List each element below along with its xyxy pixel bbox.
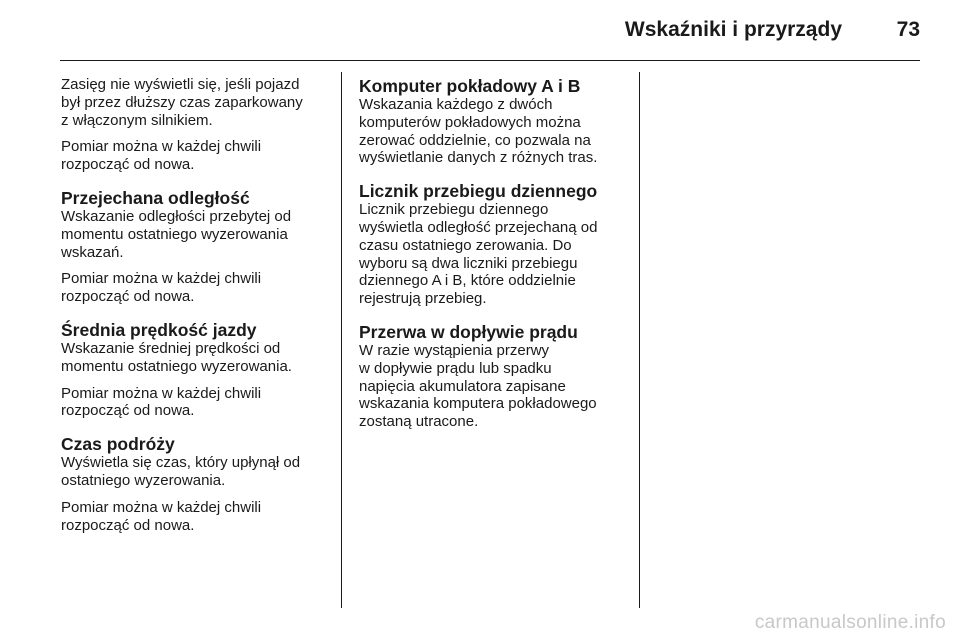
text-column-2 — [359, 76, 627, 440]
text-column-1 — [61, 76, 329, 543]
column-divider-right — [639, 72, 640, 608]
section-heading: Licznik przebiegu dziennego — [359, 181, 598, 202]
paragraph: Pomiar można w każdej chwili rozpocząć od nowa. — [61, 270, 262, 306]
paragraph: Licznik przebiegu dziennego wyświetla odległość przejechaną od czasu ostatniego zerowania. Do wyboru są dwa liczniki przebiegu dziennego A i B, które oddzielnie rejestrują przebieg. — [359, 201, 598, 308]
watermark: carmanualsonline.info — [754, 612, 946, 633]
page-number: 73 — [896, 18, 920, 41]
header-rule — [60, 60, 920, 61]
paragraph: Wskazanie średniej prędkości od momentu ostatniego wyzerowania. — [61, 339, 292, 375]
section-heading: Komputer pokładowy A i B — [359, 76, 581, 96]
paragraph: Wyświetla się czas, który upłynął od ostatniego wyzerowania. — [61, 454, 301, 489]
paragraph: Wskazanie odległości przebytej od momentu ostatniego wyzerowania wskazań. — [61, 207, 292, 261]
paragraph: Wskazania każdego z dwóch komputerów pokładowych można zerować oddzielnie, co pozwala na wyświetlanie danych z różnych tras. — [359, 96, 598, 167]
column-divider-left — [341, 72, 342, 608]
section-heading: Przerwa w dopływie prądu — [359, 321, 578, 342]
paragraph: W razie wystąpienia przerwy w dopływie prądu lub spadku napięcia akumulatora zapisane wskazania komputera pokładowego zostaną utracone. — [359, 341, 597, 431]
section-heading: Czas podróży — [61, 434, 175, 455]
paragraph: Zasięg nie wyświetli się, jeśli pojazd był przez dłuższy czas zaparkowany z włączonym silnikiem. — [61, 76, 303, 129]
section-heading: Przejechana odległość — [61, 187, 250, 208]
paragraph: Pomiar można w każdej chwili rozpocząć od nowa. — [61, 138, 262, 174]
paragraph: Pomiar można w każdej chwili rozpocząć od nowa. — [61, 384, 262, 420]
section-heading: Średnia prędkość jazdy — [61, 319, 257, 340]
paragraph: Pomiar można w każdej chwili rozpocząć od nowa. — [61, 498, 262, 534]
page-title: Wskaźniki i przyrządy — [624, 18, 842, 41]
